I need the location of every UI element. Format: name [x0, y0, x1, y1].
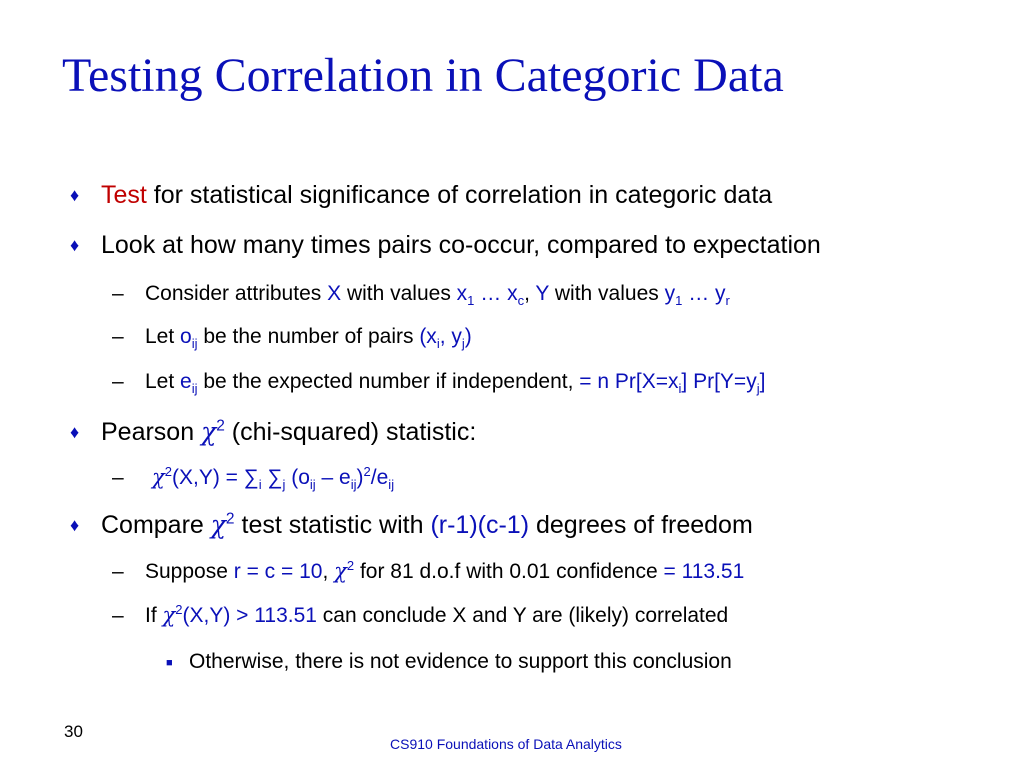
subscript: ij	[191, 381, 198, 397]
footer-course-name: CS910 Foundations of Data Analytics	[390, 736, 622, 752]
sum-symbol: ∑	[267, 466, 283, 489]
text-run: = n Pr[X=x	[579, 370, 679, 393]
sub-bullet-text	[145, 603, 728, 628]
text-run: ] Pr[Y=y	[681, 370, 757, 393]
superscript: 2	[346, 558, 355, 573]
emphasis-test: Test	[101, 181, 147, 209]
text-run: be the expected number if independent,	[197, 370, 580, 393]
subscript: i	[258, 477, 262, 493]
subscript: ij	[191, 336, 198, 352]
sub-bullet-text	[145, 369, 766, 397]
sub-sub-bullet-text: Otherwise, there is not evidence to support this conclusion	[189, 650, 732, 673]
attribute-x: X	[327, 282, 342, 305]
text-run: /e	[370, 466, 389, 489]
superscript: 2	[225, 510, 235, 528]
subscript: c	[517, 293, 525, 309]
text-run: with values	[549, 282, 665, 305]
subscript: i	[436, 336, 440, 352]
superscript: 2	[363, 464, 371, 479]
text-run: o	[180, 325, 192, 348]
text-run: Pearson	[101, 418, 202, 446]
y-values	[664, 282, 730, 309]
degrees-of-freedom: (r-1)(c-1)	[430, 511, 530, 539]
critical-value: = 113.51	[663, 560, 745, 583]
slide-title: Testing Correlation in Categoric Data	[62, 49, 784, 102]
text-run: – e	[315, 466, 351, 489]
text-run: )	[464, 325, 472, 348]
text-run: with values	[341, 282, 457, 305]
text-run: degrees of freedom	[529, 511, 753, 539]
bullet-text	[101, 510, 753, 540]
superscript: 2	[216, 417, 225, 435]
chi-squared-formula	[152, 464, 395, 493]
bullet-text-rest: for statistical significance of correlation in categoric data	[146, 181, 773, 209]
dash-bullet-icon: –	[112, 325, 124, 348]
subscript: i	[678, 381, 682, 397]
chi-symbol: χ	[334, 559, 347, 583]
subscript: ij	[350, 477, 357, 493]
chi-squared-symbol	[201, 418, 225, 446]
text-run: )	[356, 466, 364, 489]
square-bullet-icon: ■	[166, 657, 173, 669]
chi-squared-condition	[163, 604, 317, 627]
superscript: 2	[175, 602, 183, 617]
expected-count	[180, 370, 198, 397]
subscript: j	[756, 381, 760, 397]
text-run: be the number of pairs	[197, 325, 420, 348]
text-run: (X,Y) =	[171, 466, 244, 489]
text-run: (X,Y) > 113.51	[182, 604, 317, 627]
dash-bullet-icon: –	[112, 370, 124, 393]
chi-symbol: χ	[210, 510, 226, 539]
text-run: can conclude X and Y are (likely) correlated	[316, 604, 729, 627]
subscript: j	[461, 336, 465, 352]
subscript: 1	[675, 293, 683, 309]
superscript: 2	[164, 464, 172, 479]
text-run: for 81 d.o.f with 0.01 confidence	[354, 560, 664, 583]
dash-bullet-icon: –	[112, 560, 124, 583]
diamond-bullet-icon: ♦	[70, 422, 80, 442]
text-run: Compare	[101, 511, 211, 539]
text-run: (x	[419, 325, 437, 348]
bullet-text: Look at how many times pairs co-occur, compared to expectation	[101, 231, 821, 259]
text-run: ]	[759, 370, 766, 393]
text-run: ,	[322, 560, 335, 583]
chi-symbol: χ	[152, 465, 165, 489]
text-run: , y	[439, 325, 462, 348]
text-run: test statistic with	[234, 511, 431, 539]
subscript: r	[725, 293, 730, 309]
bullet-text	[101, 417, 476, 447]
dash-bullet-icon: –	[112, 282, 124, 305]
chi-squared-symbol	[334, 560, 354, 583]
bullet-text	[101, 180, 772, 210]
text-run: (o	[285, 466, 310, 489]
text-run: Consider attributes	[145, 282, 328, 305]
text-run: Let	[145, 325, 181, 348]
observed-count	[180, 325, 198, 352]
text-run: y	[664, 282, 676, 305]
pair-notation	[419, 325, 472, 352]
sub-bullet-text	[145, 281, 730, 309]
text-run: e	[180, 370, 192, 393]
diamond-bullet-icon: ♦	[70, 235, 80, 255]
text-run: (chi-squared) statistic:	[224, 418, 477, 446]
sub-bullet-text	[145, 559, 744, 584]
text-run: x	[456, 282, 468, 305]
rc-values: r = c = 10	[233, 560, 323, 583]
diamond-bullet-icon: ♦	[70, 515, 80, 535]
sum-symbol: ∑	[243, 466, 259, 489]
chi-symbol: χ	[201, 417, 217, 446]
chi-symbol: χ	[162, 603, 176, 627]
text-run: Suppose	[145, 560, 234, 583]
subscript: j	[282, 477, 286, 493]
dash-bullet-icon: –	[112, 466, 124, 489]
text-run: … x	[474, 282, 518, 305]
x-values	[456, 282, 525, 309]
expected-formula	[579, 370, 766, 397]
text-run: If	[145, 604, 163, 627]
dash-bullet-icon: –	[112, 604, 124, 627]
text-run: … y	[682, 282, 726, 305]
page-number: 30	[64, 722, 83, 741]
sub-bullet-text	[145, 324, 472, 352]
subscript: ij	[309, 477, 316, 493]
diamond-bullet-icon: ♦	[70, 185, 80, 205]
subscript: 1	[467, 293, 475, 309]
attribute-y: Y	[535, 282, 550, 305]
chi-squared-symbol	[211, 511, 235, 539]
subscript: ij	[388, 477, 395, 493]
text-run: Let	[145, 370, 181, 393]
text-run: ,	[524, 282, 536, 305]
